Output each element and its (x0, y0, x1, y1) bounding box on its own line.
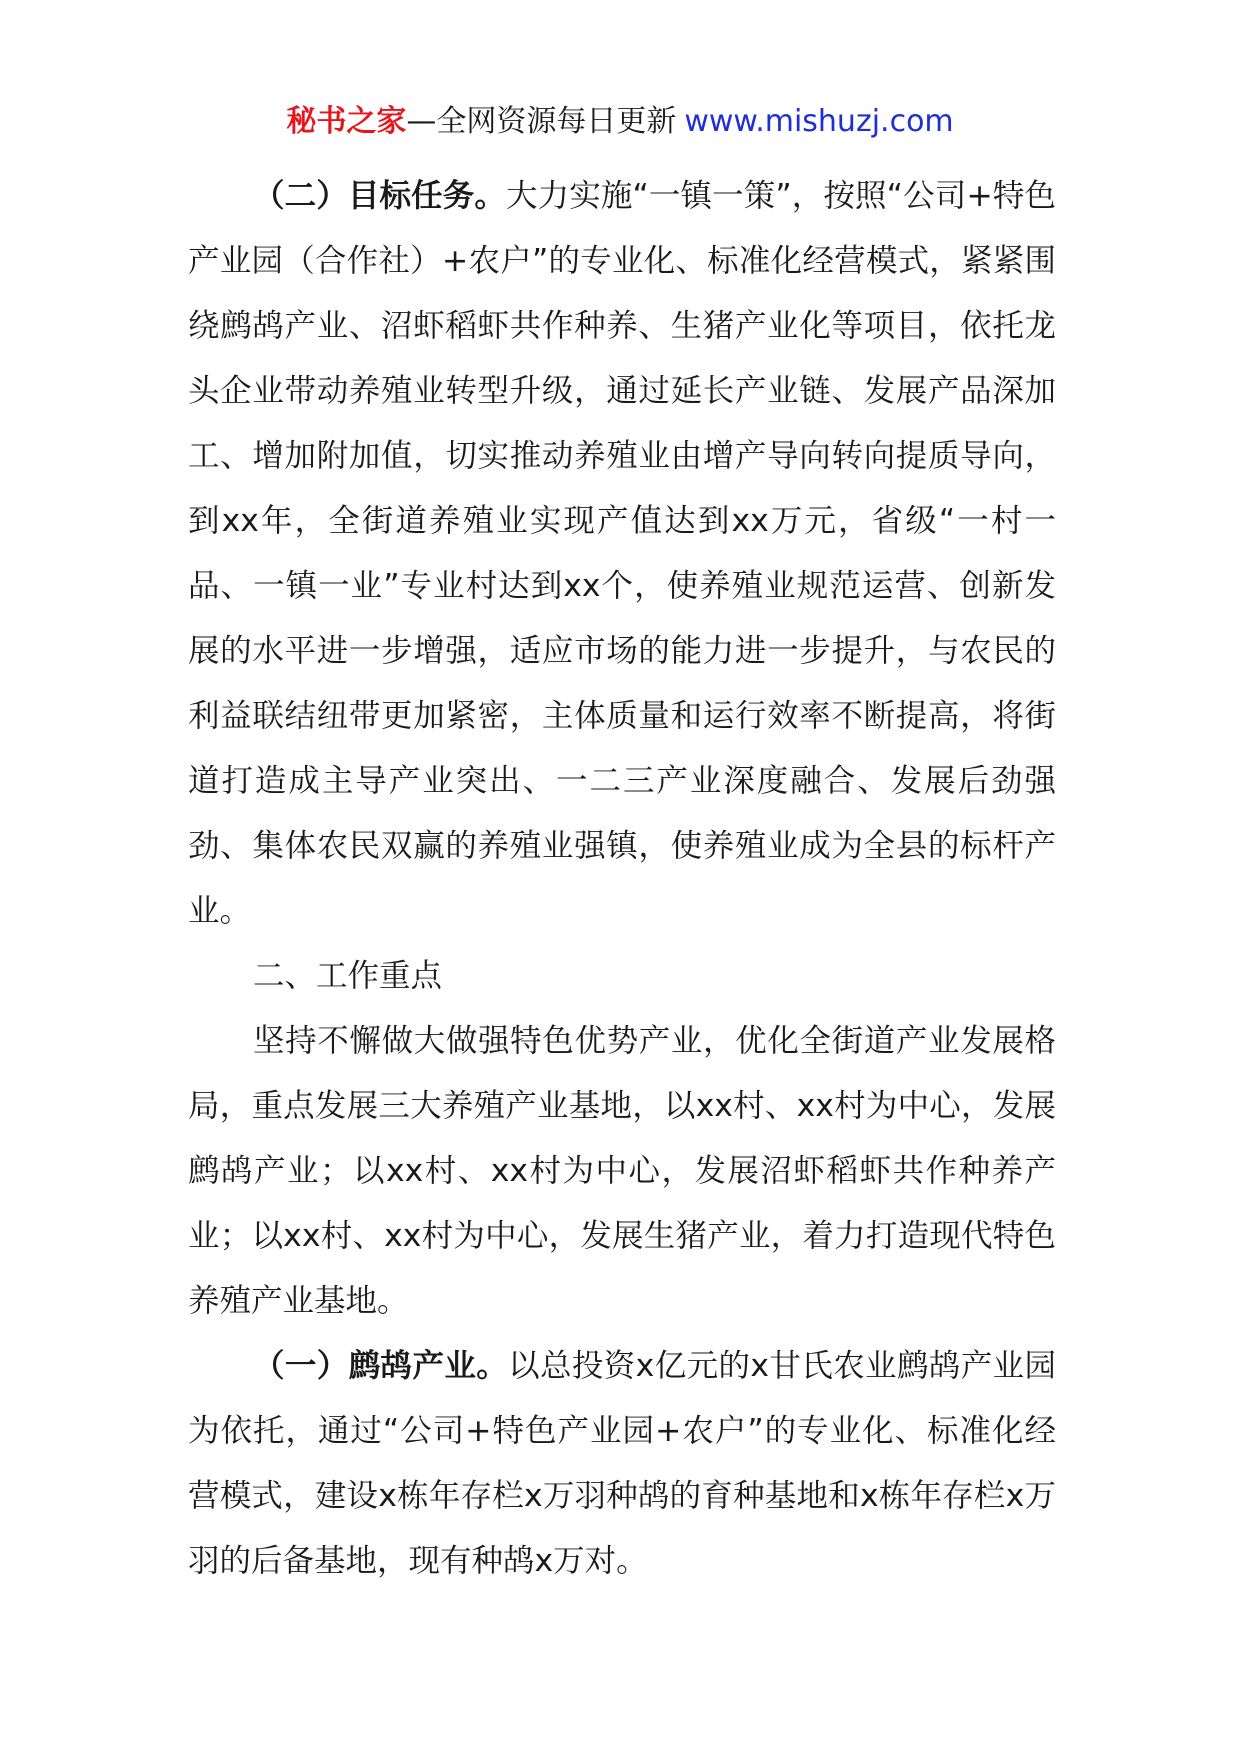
paragraph-goals (188, 164, 1056, 944)
paragraph-text: 大力实施“一镇一策”，按照“公司+特色产业园（合作社）+农户”的专业化、标准化经营模式，紧紧围绕鹧鸪产业、沼虾稻虾共作种养、生猪产业化等项目，依托龙头企业带动养殖业转型升级，通过延长产业链、发展产品深加工、增加附加值，切实推动养殖业由增产导向转向提质导向，到xx年，全街道养殖业实现产值达到xx万元，省级“一村一品、一镇一业”专业村达到xx个，使养殖业规范运营、创新发展的水平进一步增强，适应市场的能力进一步提升，与农民的利益联结纽带更加紧密，主体质量和运行效率不断提高，将街道打造成主导产业突出、一二三产业深度融合、发展后劲强劲、集体农民双赢的养殖业强镇，使养殖业成为全县的标杆产业。 (188, 178, 1056, 929)
section-heading-partridge: （一）鹧鸪产业。 (253, 1348, 509, 1384)
site-url-link[interactable]: www.mishuzj.com (684, 104, 954, 139)
document-body (188, 164, 1056, 1594)
paragraph-work-focus (188, 1009, 1056, 1334)
paragraph-text: 以总投资x亿元的x甘氏农业鹧鸪产业园为依托，通过“公司+特色产业园+农户”的专业化、标准化经营模式，建设x栋年存栏x万羽种鸪的育种基地和x栋年存栏x万羽的后备基地，现有种鸪x万对。 (188, 1348, 1056, 1579)
site-brand: 秘书之家 (286, 104, 407, 139)
page-header (0, 100, 1240, 144)
paragraph-text: 坚持不懈做大做强特色优势产业，优化全街道产业发展格局，重点发展三大养殖产业基地，以xx村、xx村为中心，发展鹧鸪产业；以xx村、xx村为中心，发展沼虾稻虾共作种养产业；以xx村、xx村为中心，发展生猪产业，着力打造现代特色养殖产业基地。 (188, 1023, 1056, 1319)
site-tagline: —全网资源每日更新 (406, 104, 677, 139)
paragraph-partridge-industry (188, 1334, 1056, 1594)
section-heading-goals: （二）目标任务。 (253, 178, 506, 214)
section-heading-work-focus (188, 944, 1056, 1009)
heading-text: 二、工作重点 (253, 958, 443, 994)
